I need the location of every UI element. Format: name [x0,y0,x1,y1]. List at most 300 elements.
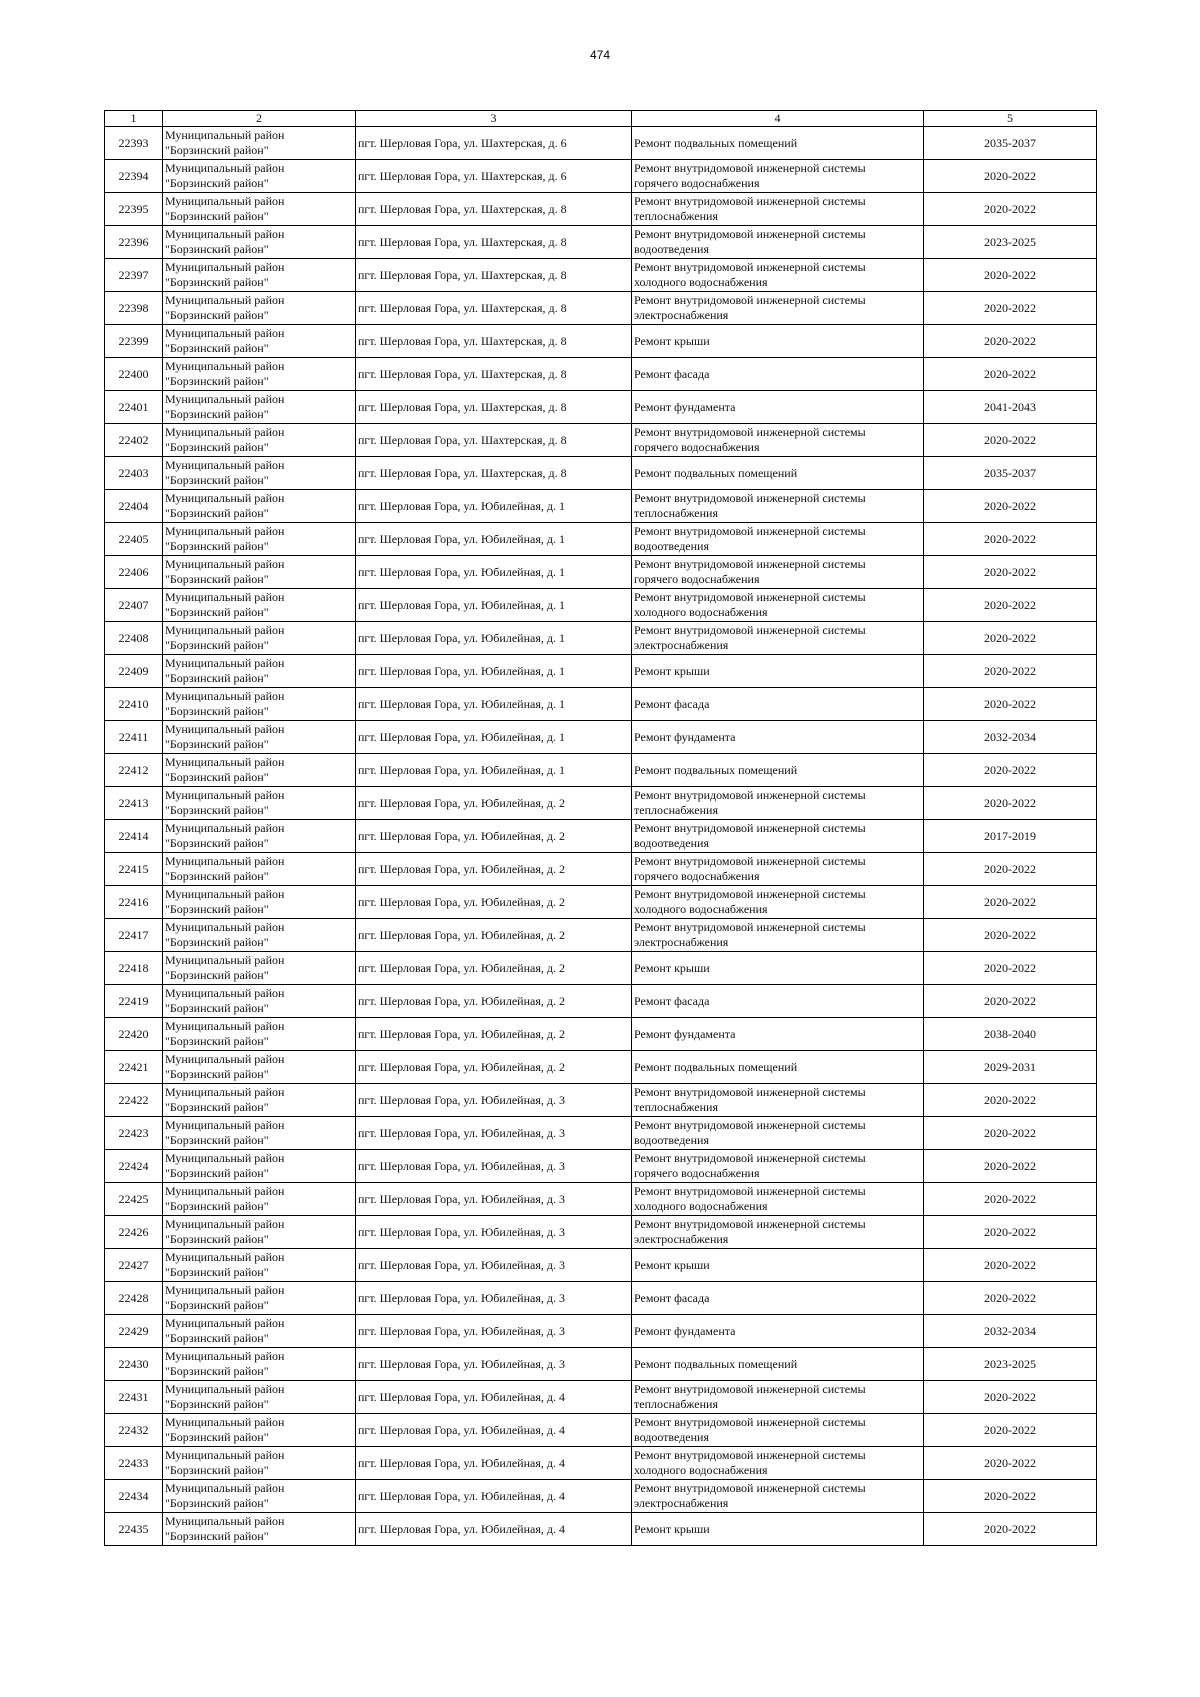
district-cell [163,1282,356,1315]
work-type-cell-text: Ремонт внутридомовой инженерной системы электроснабжения [634,1481,866,1510]
address-cell-text: пгт. Шерловая Гора, ул. Шахтерская, д. 8 [358,234,567,249]
work-type-cell [632,556,924,589]
period-cell-text: 2020-2022 [984,1422,1036,1437]
row-number-text: 22435 [118,1521,149,1536]
district-cell [163,985,356,1018]
period-cell [924,292,1097,325]
district-cell [163,688,356,721]
address-cell-text: пгт. Шерловая Гора, ул. Шахтерская, д. 6 [358,135,567,150]
row-number [105,1216,163,1249]
work-type-cell-text: Ремонт внутридомовой инженерной системы горячего водоснабжения [634,161,866,190]
work-type-cell [632,985,924,1018]
period-cell [924,787,1097,820]
district-cell-text: Муниципальный район "Борзинский район" [165,524,285,553]
district-cell-text: Муниципальный район "Борзинский район" [165,821,285,850]
work-type-cell-text: Ремонт крыши [634,663,710,678]
period-cell-text: 2023-2025 [984,234,1036,249]
period-cell-text: 2020-2022 [984,993,1036,1008]
address-cell [356,1282,632,1315]
address-cell [356,523,632,556]
district-cell-text: Муниципальный район "Борзинский район" [165,458,285,487]
period-cell-text: 2020-2022 [984,894,1036,909]
row-number [105,226,163,259]
work-type-cell [632,952,924,985]
row-number [105,853,163,886]
address-cell [356,1216,632,1249]
address-cell-text: пгт. Шерловая Гора, ул. Юбилейная, д. 4 [358,1521,565,1536]
table-row [105,358,1097,391]
row-number-text: 22410 [118,696,149,711]
period-cell [924,1414,1097,1447]
work-type-cell [632,391,924,424]
address-cell [356,820,632,853]
row-number [105,721,163,754]
address-cell-text: пгт. Шерловая Гора, ул. Шахтерская, д. 8 [358,432,567,447]
row-number [105,292,163,325]
work-type-cell [632,292,924,325]
period-cell-text: 2020-2022 [984,1257,1036,1272]
work-type-cell-text: Ремонт внутридомовой инженерной системы горячего водоснабжения [634,425,866,454]
address-cell [356,886,632,919]
district-cell-text: Муниципальный район "Борзинский район" [165,1316,285,1345]
row-number-text: 22396 [118,234,149,249]
district-cell-text: Муниципальный район "Борзинский район" [165,1250,285,1279]
address-cell [356,292,632,325]
table-row [105,952,1097,985]
row-number-text: 22402 [118,432,149,447]
address-cell [356,721,632,754]
row-number-text: 22422 [118,1092,149,1107]
district-cell [163,160,356,193]
work-type-cell [632,1249,924,1282]
period-cell-text: 2023-2025 [984,1356,1036,1371]
row-number [105,655,163,688]
district-cell [163,1216,356,1249]
table-row [105,1348,1097,1381]
district-cell [163,853,356,886]
row-number-text: 22398 [118,300,149,315]
row-number [105,919,163,952]
work-type-cell [632,325,924,358]
work-type-cell-text: Ремонт подвальных помещений [634,762,798,777]
district-cell [163,622,356,655]
work-type-cell-text: Ремонт внутридомовой инженерной системы холодного водоснабжения [634,1184,866,1213]
work-type-cell [632,1381,924,1414]
address-cell-text: пгт. Шерловая Гора, ул. Юбилейная, д. 2 [358,927,565,942]
district-cell [163,1249,356,1282]
address-cell-text: пгт. Шерловая Гора, ул. Юбилейная, д. 1 [358,729,565,744]
address-cell [356,985,632,1018]
district-cell [163,952,356,985]
period-cell-text: 2020-2022 [984,1158,1036,1173]
row-number-text: 22431 [118,1389,149,1404]
district-cell-text: Муниципальный район "Борзинский район" [165,1052,285,1081]
district-cell-text: Муниципальный район "Борзинский район" [165,986,285,1015]
work-type-cell-text: Ремонт внутридомовой инженерной системы теплоснабжения [634,788,866,817]
address-cell-text: пгт. Шерловая Гора, ул. Юбилейная, д. 4 [358,1422,565,1437]
address-cell [356,688,632,721]
period-cell [924,1381,1097,1414]
address-cell-text: пгт. Шерловая Гора, ул. Юбилейная, д. 2 [358,1059,565,1074]
address-cell-text: пгт. Шерловая Гора, ул. Юбилейная, д. 2 [358,1026,565,1041]
table-row [105,424,1097,457]
row-number-text: 22429 [118,1323,149,1338]
district-cell [163,259,356,292]
address-cell [356,622,632,655]
work-type-cell [632,1051,924,1084]
address-cell [356,952,632,985]
work-type-cell-text: Ремонт крыши [634,1521,710,1536]
address-cell-text: пгт. Шерловая Гора, ул. Шахтерская, д. 8 [358,201,567,216]
work-type-cell [632,1315,924,1348]
row-number [105,787,163,820]
address-cell [356,1249,632,1282]
district-cell-text: Муниципальный район "Борзинский район" [165,590,285,619]
table-header [105,111,1097,127]
row-number [105,688,163,721]
period-cell-text: 2020-2022 [984,1455,1036,1470]
district-cell [163,655,356,688]
district-cell [163,721,356,754]
period-cell [924,127,1097,160]
table-row [105,1480,1097,1513]
row-number [105,589,163,622]
address-cell-text: пгт. Шерловая Гора, ул. Юбилейная, д. 1 [358,531,565,546]
work-type-cell [632,787,924,820]
period-cell [924,1051,1097,1084]
period-cell [924,1282,1097,1315]
address-cell-text: пгт. Шерловая Гора, ул. Юбилейная, д. 3 [358,1092,565,1107]
row-number [105,886,163,919]
district-cell [163,919,356,952]
table-row [105,259,1097,292]
work-type-cell-text: Ремонт внутридомовой инженерной системы холодного водоснабжения [634,260,866,289]
address-cell-text: пгт. Шерловая Гора, ул. Шахтерская, д. 8 [358,267,567,282]
district-cell [163,820,356,853]
address-cell-text: пгт. Шерловая Гора, ул. Шахтерская, д. 8 [358,300,567,315]
row-number [105,523,163,556]
period-cell [924,919,1097,952]
work-type-cell-text: Ремонт подвальных помещений [634,1059,798,1074]
period-cell-text: 2020-2022 [984,762,1036,777]
work-type-cell [632,919,924,952]
address-cell-text: пгт. Шерловая Гора, ул. Юбилейная, д. 2 [358,960,565,975]
period-cell-text: 2020-2022 [984,1290,1036,1305]
table-row [105,1414,1097,1447]
work-type-cell [632,457,924,490]
work-type-cell [632,721,924,754]
row-number-text: 22430 [118,1356,149,1371]
address-cell-text: пгт. Шерловая Гора, ул. Юбилейная, д. 2 [358,861,565,876]
work-type-cell [632,424,924,457]
row-number [105,1480,163,1513]
address-cell-text: пгт. Шерловая Гора, ул. Юбилейная, д. 3 [358,1224,565,1239]
period-cell [924,1150,1097,1183]
period-cell-text: 2020-2022 [984,1191,1036,1206]
column-header: 5 [924,111,1097,127]
header-row [105,111,1097,127]
row-number-text: 22412 [118,762,149,777]
work-type-cell [632,622,924,655]
work-type-cell-text: Ремонт внутридомовой инженерной системы холодного водоснабжения [634,1448,866,1477]
table-body [105,127,1097,1546]
row-number-text: 22394 [118,168,149,183]
row-number-text: 22420 [118,1026,149,1041]
work-type-cell-text: Ремонт фасада [634,1290,710,1305]
row-number-text: 22414 [118,828,149,843]
work-type-cell [632,886,924,919]
work-type-cell [632,1447,924,1480]
row-number [105,457,163,490]
district-cell-text: Муниципальный район "Борзинский район" [165,1217,285,1246]
period-cell-text: 2020-2022 [984,1389,1036,1404]
work-type-cell-text: Ремонт внутридомовой инженерной системы холодного водоснабжения [634,590,866,619]
table-row [105,1150,1097,1183]
district-cell-text: Муниципальный район "Борзинский район" [165,260,285,289]
table-row [105,721,1097,754]
row-number [105,1414,163,1447]
period-cell [924,490,1097,523]
row-number [105,490,163,523]
period-cell-text: 2032-2034 [984,729,1036,744]
district-cell-text: Муниципальный район "Борзинский район" [165,1151,285,1180]
district-cell [163,127,356,160]
period-cell-text: 2017-2019 [984,828,1036,843]
work-type-cell-text: Ремонт внутридомовой инженерной системы водоотведения [634,524,866,553]
period-cell-text: 2032-2034 [984,1323,1036,1338]
address-cell [356,1051,632,1084]
row-number-text: 22409 [118,663,149,678]
row-number-text: 22400 [118,366,149,381]
row-number [105,1051,163,1084]
work-type-cell-text: Ремонт подвальных помещений [634,465,798,480]
work-type-cell-text: Ремонт внутридомовой инженерной системы горячего водоснабжения [634,1151,866,1180]
district-cell-text: Муниципальный район "Борзинский район" [165,887,285,916]
work-type-cell-text: Ремонт внутридомовой инженерной системы электроснабжения [634,1217,866,1246]
work-type-cell-text: Ремонт фасада [634,993,710,1008]
work-type-cell [632,1480,924,1513]
address-cell-text: пгт. Шерловая Гора, ул. Юбилейная, д. 1 [358,762,565,777]
row-number [105,622,163,655]
row-number-text: 22393 [118,135,149,150]
row-number [105,160,163,193]
address-cell [356,655,632,688]
work-type-cell-text: Ремонт внутридомовой инженерной системы электроснабжения [634,623,866,652]
table-row [105,391,1097,424]
row-number-text: 22403 [118,465,149,480]
row-number [105,391,163,424]
period-cell [924,886,1097,919]
address-cell-text: пгт. Шерловая Гора, ул. Юбилейная, д. 2 [358,993,565,1008]
period-cell [924,1216,1097,1249]
district-cell [163,589,356,622]
work-type-cell [632,589,924,622]
district-cell-text: Муниципальный район "Борзинский район" [165,161,285,190]
address-cell-text: пгт. Шерловая Гора, ул. Юбилейная, д. 1 [358,696,565,711]
period-cell-text: 2035-2037 [984,465,1036,480]
period-cell-text: 2020-2022 [984,1521,1036,1536]
district-cell-text: Муниципальный район "Борзинский район" [165,128,285,157]
work-type-cell-text: Ремонт внутридомовой инженерной системы горячего водоснабжения [634,557,866,586]
address-cell [356,259,632,292]
period-cell [924,688,1097,721]
address-cell [356,127,632,160]
table-row [105,490,1097,523]
district-cell-text: Муниципальный район "Борзинский район" [165,425,285,454]
address-cell-text: пгт. Шерловая Гора, ул. Юбилейная, д. 1 [358,663,565,678]
period-cell [924,589,1097,622]
period-cell-text: 2020-2022 [984,861,1036,876]
period-cell [924,820,1097,853]
address-cell [356,1447,632,1480]
address-cell-text: пгт. Шерловая Гора, ул. Шахтерская, д. 8 [358,366,567,381]
district-cell [163,1117,356,1150]
work-type-cell [632,1084,924,1117]
work-type-cell-text: Ремонт внутридомовой инженерной системы холодного водоснабжения [634,887,866,916]
column-header: 2 [163,111,356,127]
table-row [105,1183,1097,1216]
address-cell [356,490,632,523]
address-cell-text: пгт. Шерловая Гора, ул. Юбилейная, д. 3 [358,1125,565,1140]
district-cell [163,292,356,325]
work-type-cell-text: Ремонт фундамента [634,1026,736,1041]
row-number [105,358,163,391]
period-cell [924,193,1097,226]
period-cell-text: 2020-2022 [984,168,1036,183]
row-number-text: 22397 [118,267,149,282]
period-cell-text: 2020-2022 [984,1488,1036,1503]
address-cell [356,1183,632,1216]
work-type-cell [632,1348,924,1381]
table-row [105,127,1097,160]
period-cell [924,754,1097,787]
work-type-cell-text: Ремонт внутридомовой инженерной системы водоотведения [634,821,866,850]
work-type-cell [632,259,924,292]
period-cell-text: 2020-2022 [984,1224,1036,1239]
address-cell [356,457,632,490]
work-type-cell [632,193,924,226]
district-cell-text: Муниципальный район "Борзинский район" [165,491,285,520]
table-row [105,1315,1097,1348]
row-number [105,193,163,226]
table-row [105,556,1097,589]
district-cell-text: Муниципальный район "Борзинский район" [165,1415,285,1444]
district-cell-text: Муниципальный район "Борзинский район" [165,359,285,388]
period-cell [924,1117,1097,1150]
work-type-cell-text: Ремонт фасада [634,696,710,711]
table-row [105,655,1097,688]
row-number-text: 22416 [118,894,149,909]
address-cell-text: пгт. Шерловая Гора, ул. Шахтерская, д. 8 [358,333,567,348]
work-type-cell [632,853,924,886]
address-cell-text: пгт. Шерловая Гора, ул. Юбилейная, д. 3 [358,1290,565,1305]
row-number [105,820,163,853]
district-cell-text: Муниципальный район "Борзинский район" [165,788,285,817]
address-cell [356,1150,632,1183]
district-cell [163,226,356,259]
row-number-text: 22406 [118,564,149,579]
row-number [105,1315,163,1348]
work-type-cell-text: Ремонт фасада [634,366,710,381]
row-number-text: 22413 [118,795,149,810]
work-type-cell-text: Ремонт внутридомовой инженерной системы теплоснабжения [634,1085,866,1114]
row-number-text: 22407 [118,597,149,612]
row-number [105,1348,163,1381]
column-header: 1 [105,111,163,127]
work-type-cell-text: Ремонт внутридомовой инженерной системы водоотведения [634,227,866,256]
row-number-text: 22427 [118,1257,149,1272]
district-cell [163,325,356,358]
district-cell-text: Муниципальный район "Борзинский район" [165,953,285,982]
row-number [105,1117,163,1150]
address-cell-text: пгт. Шерловая Гора, ул. Юбилейная, д. 2 [358,795,565,810]
address-cell-text: пгт. Шерловая Гора, ул. Юбилейная, д. 1 [358,597,565,612]
row-number-text: 22401 [118,399,149,414]
work-type-cell [632,1150,924,1183]
period-cell [924,523,1097,556]
period-cell [924,424,1097,457]
table-row [105,886,1097,919]
row-number [105,127,163,160]
column-header: 3 [356,111,632,127]
table-row [105,1447,1097,1480]
address-cell [356,1480,632,1513]
district-cell-text: Муниципальный район "Борзинский район" [165,326,285,355]
district-cell [163,886,356,919]
district-cell [163,556,356,589]
work-type-cell-text: Ремонт фундамента [634,399,736,414]
district-cell-text: Муниципальный район "Борзинский район" [165,1448,285,1477]
district-cell [163,1084,356,1117]
work-type-cell-text: Ремонт внутридомовой инженерной системы теплоснабжения [634,491,866,520]
row-number-text: 22428 [118,1290,149,1305]
work-type-cell [632,490,924,523]
district-cell [163,358,356,391]
works-table [104,110,1097,1546]
district-cell-text: Муниципальный район "Борзинский район" [165,1184,285,1213]
address-cell-text: пгт. Шерловая Гора, ул. Юбилейная, д. 4 [358,1488,565,1503]
row-number-text: 22423 [118,1125,149,1140]
address-cell [356,358,632,391]
district-cell-text: Муниципальный район "Борзинский район" [165,1085,285,1114]
period-cell-text: 2020-2022 [984,201,1036,216]
period-cell-text: 2020-2022 [984,564,1036,579]
period-cell [924,721,1097,754]
district-cell-text: Муниципальный район "Борзинский район" [165,689,285,718]
period-cell [924,226,1097,259]
period-cell-text: 2020-2022 [984,927,1036,942]
address-cell-text: пгт. Шерловая Гора, ул. Юбилейная, д. 2 [358,894,565,909]
table-row [105,820,1097,853]
work-type-cell-text: Ремонт внутридомовой инженерной системы теплоснабжения [634,194,866,223]
period-cell [924,160,1097,193]
row-number-text: 22426 [118,1224,149,1239]
period-cell [924,1084,1097,1117]
district-cell-text: Муниципальный район "Борзинский район" [165,557,285,586]
column-header: 4 [632,111,924,127]
row-number-text: 22419 [118,993,149,1008]
period-cell [924,556,1097,589]
table-row [105,1282,1097,1315]
address-cell-text: пгт. Шерловая Гора, ул. Юбилейная, д. 3 [358,1158,565,1173]
period-cell-text: 2038-2040 [984,1026,1036,1041]
period-cell [924,1249,1097,1282]
district-cell [163,424,356,457]
row-number-text: 22415 [118,861,149,876]
address-cell-text: пгт. Шерловая Гора, ул. Юбилейная, д. 1 [358,630,565,645]
period-cell-text: 2035-2037 [984,135,1036,150]
period-cell [924,1447,1097,1480]
